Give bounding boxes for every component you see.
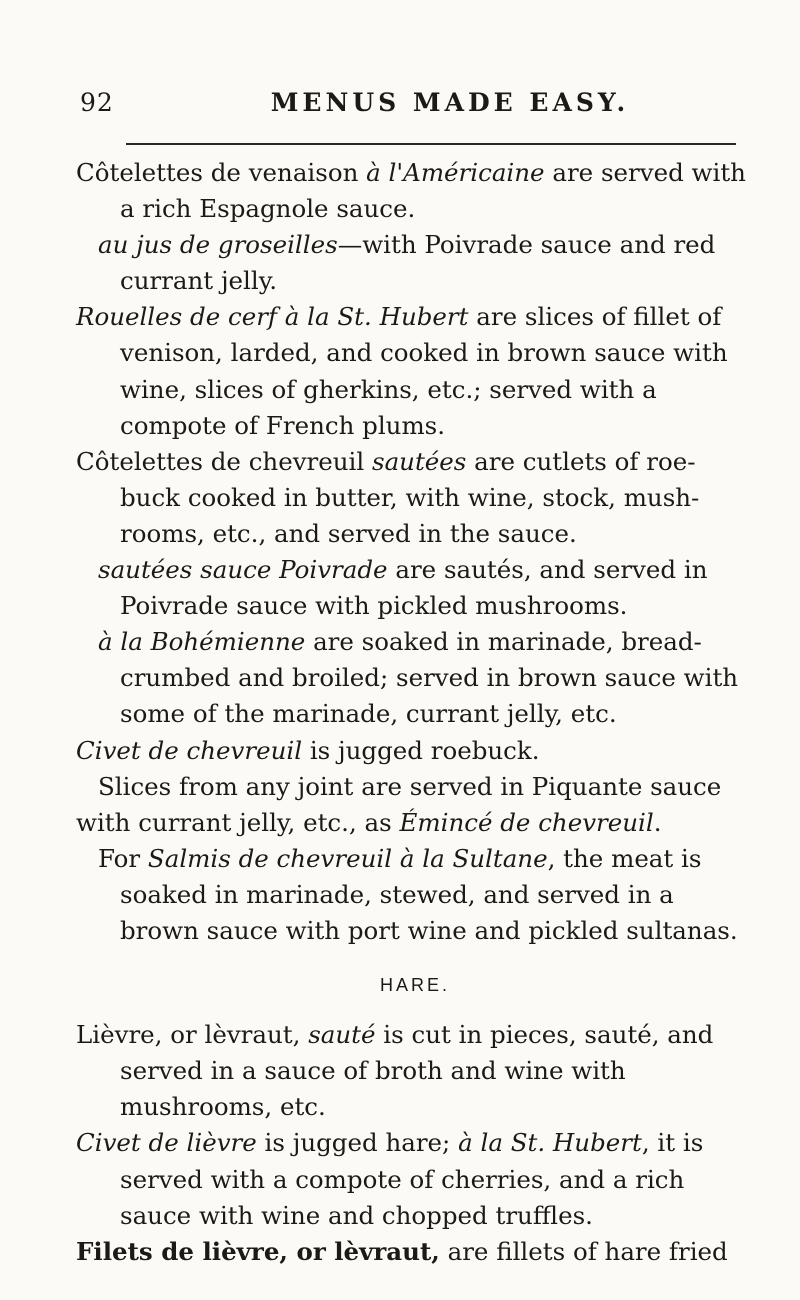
paragraph-slices: Slices from any joint are served in Piquante sauce with currant jelly, etc., as Émincé de chevreuil. bbox=[76, 771, 722, 837]
running-head: MENUS MADE EASY. bbox=[270, 88, 630, 117]
entry-rouelles: Rouelles de cerf à la St. Hubert are slices of fillet of venison, larded, and cooked in brown sauce with wine, slices of gherkins, etc.; served with a compote of French plums. bbox=[76, 302, 728, 440]
entry-cotelettes-venaison: Côtelettes de venaison à l'Américaine are served with a rich Espagnole sauce. bbox=[76, 158, 746, 224]
entry-bohemienne: à la Bohémienne are soaked in marinade, bread-crumbed and broiled; served in brown sauce with some of the marinade, currant jelly, etc. bbox=[98, 627, 739, 729]
paragraph-salmis: For Salmis de chevreuil à la Sultane, the meat is soaked in marinade, stewed, and served in a brown sauce with port wine and pickled sultanas. bbox=[98, 843, 738, 945]
entry-lievre: Lièvre, or lèvraut, sauté is cut in pieces, sauté, and served in a sauce of broth and wine with mushrooms, etc. bbox=[76, 1020, 714, 1122]
section-heading-hare: HARE. bbox=[379, 975, 450, 996]
entry-au-jus: au jus de groseilles—with Poivrade sauce and red currant jelly. bbox=[98, 230, 716, 296]
header-rule bbox=[126, 143, 736, 145]
page-body bbox=[76, 155, 754, 1270]
page-header bbox=[76, 88, 724, 128]
entry-cotelettes-chevreuil: Côtelettes de chevreuil sautées are cutlets of roe-buck cooked in butter, with wine, stock, mush-rooms, etc., and served in the sauce. bbox=[76, 446, 700, 548]
entry-civet-chevreuil: Civet de chevreuil is jugged roebuck. bbox=[76, 735, 540, 765]
entry-sautees-poivrade: sautées sauce Poivrade are sautés, and served in Poivrade sauce with pickled mushrooms. bbox=[98, 555, 708, 621]
entry-filets-lievre: Filets de lièvre, or lèvraut, are fillets of hare fried bbox=[76, 1236, 728, 1266]
page-number: 92 bbox=[80, 88, 114, 117]
entry-civet-lievre: Civet de lièvre is jugged hare; à la St. Hubert, it is served with a compote of cherries, and a rich sauce with wine and chopped truffles. bbox=[76, 1128, 704, 1230]
